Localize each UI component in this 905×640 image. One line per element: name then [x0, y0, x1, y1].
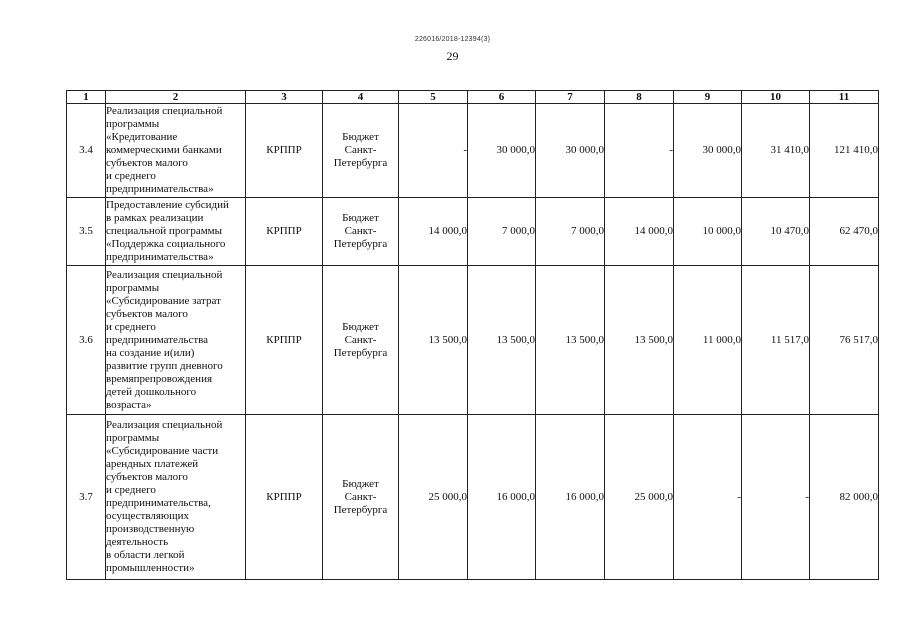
- amount-cell: 13 500,0: [468, 266, 536, 415]
- column-header: 11: [810, 91, 879, 104]
- amount-cell: 11 517,0: [742, 266, 810, 415]
- column-header: 2: [106, 91, 246, 104]
- total-cell: 121 410,0: [810, 104, 879, 198]
- measure-name: Реализация специальной программы «Кредитование коммерческими банками субъектов малого и среднего предпринимательства»: [106, 104, 246, 198]
- column-header: 5: [399, 91, 468, 104]
- table-row: [67, 198, 879, 266]
- amount-cell: 10 000,0: [674, 198, 742, 266]
- table-row: [67, 104, 879, 198]
- amount-cell: 13 500,0: [536, 266, 605, 415]
- amount-cell: 16 000,0: [468, 415, 536, 580]
- total-cell: 82 000,0: [810, 415, 879, 580]
- item-number: 3.6: [67, 266, 106, 415]
- amount-cell: 31 410,0: [742, 104, 810, 198]
- header-row: [67, 91, 879, 104]
- amount-cell: 13 500,0: [399, 266, 468, 415]
- column-header: 4: [323, 91, 399, 104]
- table-row: [67, 415, 879, 580]
- column-header: 6: [468, 91, 536, 104]
- total-cell: 62 470,0: [810, 198, 879, 266]
- measure-name: Предоставление субсидий в рамках реализации специальной программы «Поддержка социального предпринимательства»: [106, 198, 246, 266]
- funding-source: Бюджет Санкт- Петербурга: [323, 266, 399, 415]
- funding-source: Бюджет Санкт- Петербурга: [323, 104, 399, 198]
- amount-cell: 16 000,0: [536, 415, 605, 580]
- document-registration-number: 226016/2018-12394(3): [414, 36, 491, 43]
- amount-cell: 14 000,0: [399, 198, 468, 266]
- amount-cell: 30 000,0: [468, 104, 536, 198]
- funding-source: Бюджет Санкт- Петербурга: [323, 415, 399, 580]
- amount-cell: 25 000,0: [399, 415, 468, 580]
- page-number: 29: [446, 49, 459, 63]
- amount-cell: 7 000,0: [468, 198, 536, 266]
- column-header: 3: [246, 91, 323, 104]
- amount-cell: 14 000,0: [605, 198, 674, 266]
- funding-source: Бюджет Санкт- Петербурга: [323, 198, 399, 266]
- program-measures-table: [66, 90, 879, 580]
- column-header: 8: [605, 91, 674, 104]
- amount-cell: -: [742, 415, 810, 580]
- column-header: 7: [536, 91, 605, 104]
- amount-cell: -: [674, 415, 742, 580]
- amount-cell: 30 000,0: [674, 104, 742, 198]
- executor: КРППР: [246, 198, 323, 266]
- item-number: 3.4: [67, 104, 106, 198]
- amount-cell: 11 000,0: [674, 266, 742, 415]
- amount-cell: 13 500,0: [605, 266, 674, 415]
- column-header: 10: [742, 91, 810, 104]
- amount-cell: -: [399, 104, 468, 198]
- column-header: 9: [674, 91, 742, 104]
- executor: КРППР: [246, 266, 323, 415]
- item-number: 3.7: [67, 415, 106, 580]
- amount-cell: 30 000,0: [536, 104, 605, 198]
- item-number: 3.5: [67, 198, 106, 266]
- amount-cell: 25 000,0: [605, 415, 674, 580]
- amount-cell: 7 000,0: [536, 198, 605, 266]
- executor: КРППР: [246, 415, 323, 580]
- amount-cell: -: [605, 104, 674, 198]
- table-row: [67, 266, 879, 415]
- measure-name: Реализация специальной программы «Субсидирование затрат субъектов малого и среднего предпринимательства на создание и(или) развитие групп дневного времяпрепровождения детей дошкольного возраста»: [106, 266, 246, 415]
- executor: КРППР: [246, 104, 323, 198]
- column-header: 1: [67, 91, 106, 104]
- amount-cell: 10 470,0: [742, 198, 810, 266]
- total-cell: 76 517,0: [810, 266, 879, 415]
- measure-name: Реализация специальной программы «Субсидирование части арендных платежей субъектов малого и среднего предпринимательства, осуществляющих производственную деятельность в области легкой промышленности»: [106, 415, 246, 580]
